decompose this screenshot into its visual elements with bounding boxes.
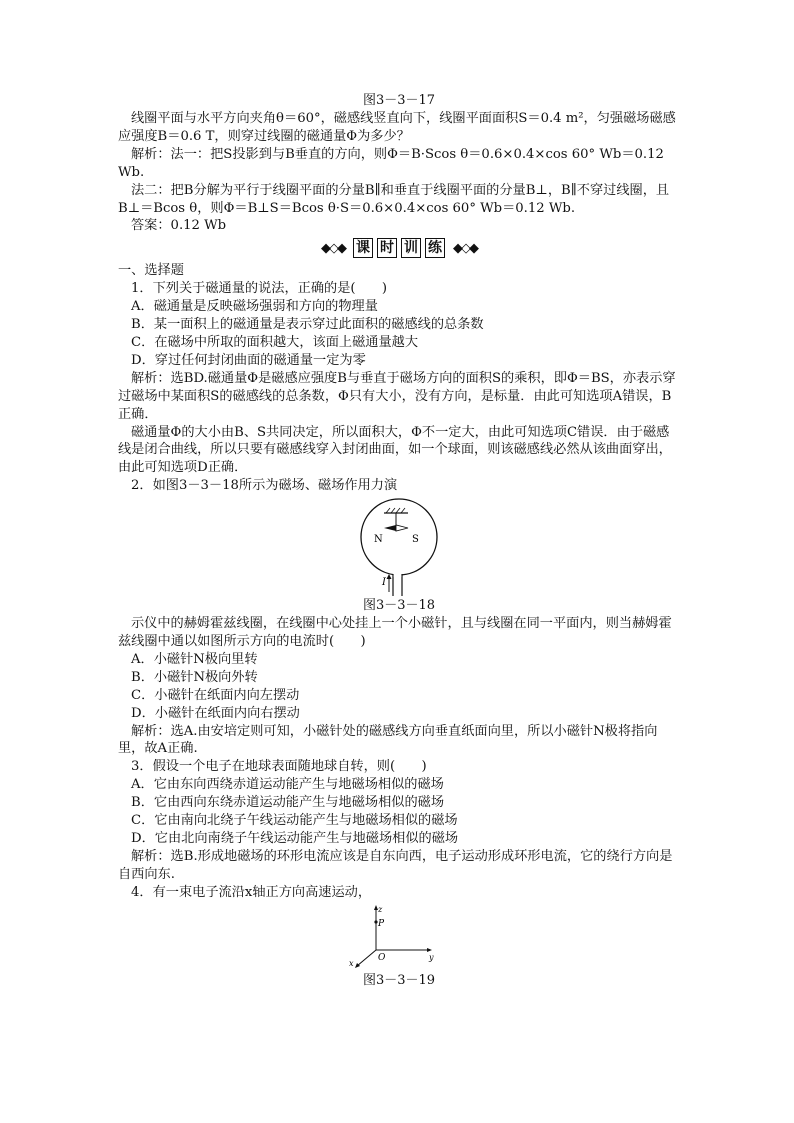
q2-analysis: 解析：选A.由安培定则可知，小磁针处的磁感线方向垂直纸面向里，所以小磁针N极将指向里，故A正确. [118, 723, 658, 757]
x-label: x [349, 958, 354, 968]
needle-s-label: S [412, 534, 419, 546]
example-solution-1: 解析：法一：把S投影到与B垂直的方向，则Φ＝B·Scos θ＝0.6×0.4×cos 60° Wb＝0.12 Wb. [118, 146, 664, 180]
banner-char: 练 [425, 238, 445, 258]
q1-stem: 1．下列关于磁通量的说法，正确的是( ) [131, 281, 388, 297]
figure-caption-3-3-18: 图3－3－18 [362, 598, 436, 614]
figure-caption-3-3-17: 图3－3－17 [362, 93, 436, 108]
helmholtz-coil-figure [344, 495, 454, 597]
q1-option-b: B．某一面积上的磁通量是表示穿过此面积的磁感线的总条数 [131, 317, 484, 333]
section-heading: 一、选择题 [118, 263, 184, 279]
q4-stem: 4．有一束电子流沿x轴正方向高速运动， [131, 884, 372, 900]
q3-option-a: A．它由东向西绕赤道运动能产生与地磁场相似的磁场 [131, 777, 444, 793]
banner-char: 时 [377, 238, 397, 258]
coordinate-axes-figure [349, 902, 449, 972]
current-label: I [382, 577, 386, 589]
q2-option-b: B．小磁针N极向外转 [131, 669, 258, 685]
page [118, 92, 680, 990]
q1-option-a: A．磁通量是反映磁场强弱和方向的物理量 [131, 299, 378, 315]
example-answer: 答案：0.12 Wb [131, 218, 227, 234]
q2-option-c: C．小磁针在纸面内向左摆动 [131, 687, 300, 703]
needle-n-half [384, 525, 396, 531]
q3-option-d: D．它由北向南绕子午线运动能产生与地磁场相似的磁场 [131, 831, 459, 846]
q1-option-d: D．穿过任何封闭曲面的磁通量一定为零 [131, 352, 366, 368]
diamond-ornament-right-icon: ◆◇◆ [453, 240, 477, 256]
example-solution-2: 法二：把B分解为平行于线圈平面的分量B∥和垂直于线圈平面的分量B⊥，B∥不穿过线圈，且B⊥＝Bcos θ，则Φ＝B⊥S＝Bcos θ·S＝0.6×0.4×cos 60° Wb＝0.12 Wb. [118, 182, 670, 216]
z-label: z [378, 904, 383, 914]
o-label: O [378, 952, 386, 963]
banner-char: 课 [353, 238, 373, 258]
q1-option-c: C．在磁场中所取的面积越大，该面上磁通量越大 [131, 334, 419, 350]
p-label: P [378, 918, 385, 929]
y-label: y [429, 952, 434, 962]
q3-option-b: B．它由西向东绕赤道运动能产生与地磁场相似的磁场 [131, 795, 445, 811]
banner-char: 训 [401, 238, 421, 258]
q3-stem: 3．假设一个电子在地球表面随地球自转，则( ) [131, 759, 427, 775]
diamond-ornament-left-icon: ◆◇◆ [321, 240, 345, 256]
coil-ring [361, 499, 437, 575]
q1-analysis-1: 解析：选BD.磁通量Φ是磁感应强度B与垂直于磁场方向的面积S的乘积，即Φ＝BS，亦表示穿过磁场中某面积S的磁感线的总条数，Φ只有大小，没有方向，是标量．由此可知选项A错误，B正确． [118, 370, 676, 422]
q3-analysis: 解析：选B.形成地磁场的环形电流应该是自东向西，电子运动形成环形电流，它的绕行方向是自西向东. [118, 848, 673, 882]
q3-option-c: C．它由南向北绕子午线运动能产生与地磁场相似的磁场 [131, 813, 458, 829]
q2-option-d: D．小磁针在纸面内向右摆动 [131, 705, 300, 721]
example-problem: 线圈平面与水平方向夹角θ＝60°，磁感线竖直向下，线圈平面面积S＝0.4 m²，匀强磁场磁感应强度B＝0.6 T，则穿过线圈的磁通量Φ为多少？ [118, 111, 676, 144]
figure-caption-3-3-19: 图3－3－19 [362, 972, 436, 988]
needle-n-label: N [374, 534, 383, 546]
q2-stem-part1: 2．如图3－3－18所示为磁场、磁场作用力演 [131, 478, 398, 494]
q2-option-a: A．小磁针N极向里转 [131, 651, 258, 667]
x-axis [357, 950, 376, 966]
needle-s-half [396, 525, 408, 531]
q2-stem-part2: 示仪中的赫姆霍兹线圈，在线圈中心处挂上一个小磁针，且与线圈在同一平面内，则当赫姆霍兹线圈中通以如图所示方向的电流时( ) [118, 616, 672, 650]
section-banner [118, 236, 680, 260]
ceiling-hatch [386, 508, 405, 513]
q1-analysis-2: 磁通量Φ的大小由B、S共同决定，所以面积大，Φ不一定大，由此可知选项C错误．由于磁感线是闭合曲线，所以只要有磁感线穿入封闭曲面，如一个球面，则该磁感线必然从该曲面穿出，由此可知选项D正确． [118, 424, 672, 476]
